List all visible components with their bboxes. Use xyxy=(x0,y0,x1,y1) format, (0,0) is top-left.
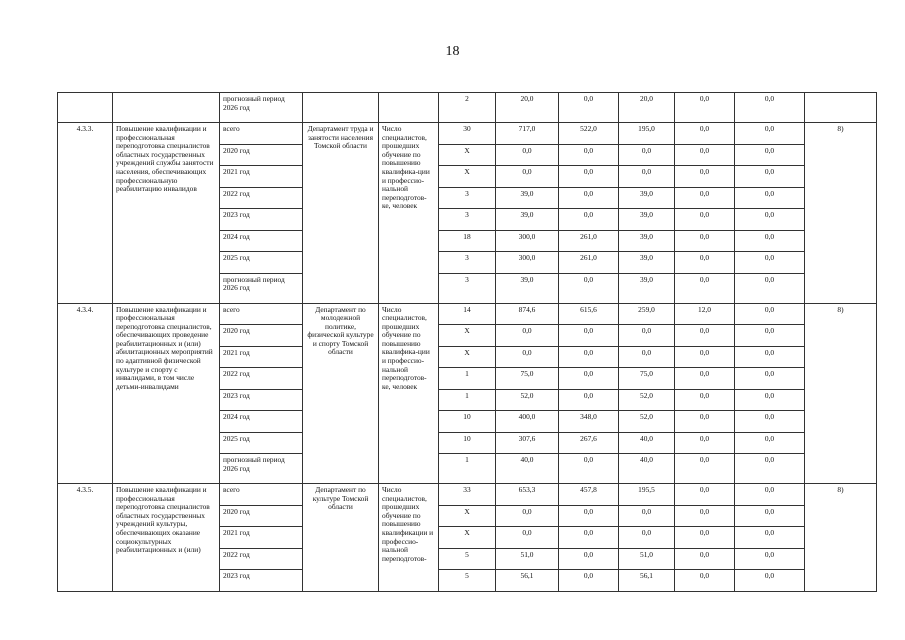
indicator-value-cell: 3 xyxy=(439,252,496,274)
note: 8) xyxy=(805,123,877,304)
indicator-value-cell: 10 xyxy=(439,411,496,433)
local-budget-cell: 0,0 xyxy=(675,389,735,411)
total-cost-cell: 0,0 xyxy=(496,144,559,166)
indicator-value-cell: 2 xyxy=(439,93,496,123)
federal-budget-cell: 0,0 xyxy=(559,570,619,592)
local-budget-cell: 0,0 xyxy=(675,411,735,433)
local-budget-cell: 0,0 xyxy=(675,166,735,188)
other-sources-cell: 0,0 xyxy=(735,230,805,252)
indicator-name: Число специалистов, прошедших обучение по повышению квалификации и профессио-нальной переподготов- xyxy=(379,484,439,592)
federal-budget-cell: 457,8 xyxy=(559,484,619,506)
regional-budget-cell: 56,1 xyxy=(619,570,675,592)
total-cost-cell: 653,3 xyxy=(496,484,559,506)
other-sources-cell: 0,0 xyxy=(735,93,805,123)
indicator-value-cell: Х xyxy=(439,527,496,549)
period-cell: 2023 год xyxy=(220,209,303,231)
total-cost-cell: 39,0 xyxy=(496,187,559,209)
local-budget-cell: 12,0 xyxy=(675,303,735,325)
indicator-value-cell: Х xyxy=(439,346,496,368)
local-budget-cell: 0,0 xyxy=(675,484,735,506)
federal-budget-cell: 0,0 xyxy=(559,505,619,527)
other-sources-cell: 0,0 xyxy=(735,303,805,325)
indicator-name: Число специалистов, прошедших обучение по повышению квалифика-ции и профессио-нальной переподготов-ке, человек xyxy=(379,303,439,484)
total-cost-cell: 717,0 xyxy=(496,123,559,145)
other-sources-cell: 0,0 xyxy=(735,144,805,166)
regional-budget-cell: 39,0 xyxy=(619,230,675,252)
regional-budget-cell: 75,0 xyxy=(619,368,675,390)
regional-budget-cell: 52,0 xyxy=(619,389,675,411)
total-cost-cell: 40,0 xyxy=(496,454,559,484)
period-cell: 2020 год xyxy=(220,505,303,527)
indicator-value-cell: 5 xyxy=(439,570,496,592)
indicator-value-cell: 1 xyxy=(439,389,496,411)
period-cell: 2021 год xyxy=(220,166,303,188)
total-cost-cell: 874,6 xyxy=(496,303,559,325)
regional-budget-cell: 0,0 xyxy=(619,346,675,368)
local-budget-cell: 0,0 xyxy=(675,368,735,390)
indicator-value-cell: 3 xyxy=(439,209,496,231)
local-budget-cell: 0,0 xyxy=(675,187,735,209)
regional-budget-cell: 51,0 xyxy=(619,548,675,570)
regional-budget-cell: 0,0 xyxy=(619,527,675,549)
period-cell: 2025 год xyxy=(220,432,303,454)
local-budget-cell: 0,0 xyxy=(675,432,735,454)
other-sources-cell: 0,0 xyxy=(735,346,805,368)
federal-budget-cell: 261,0 xyxy=(559,252,619,274)
period-cell: прогнозный период 2026 год xyxy=(220,273,303,303)
program-table xyxy=(57,92,877,592)
regional-budget-cell: 0,0 xyxy=(619,505,675,527)
local-budget-cell: 0,0 xyxy=(675,93,735,123)
federal-budget-cell: 0,0 xyxy=(559,209,619,231)
other-sources-cell: 0,0 xyxy=(735,411,805,433)
federal-budget-cell: 0,0 xyxy=(559,548,619,570)
local-budget-cell: 0,0 xyxy=(675,209,735,231)
regional-budget-cell: 40,0 xyxy=(619,432,675,454)
total-cost-cell: 307,6 xyxy=(496,432,559,454)
indicator-value-cell: 5 xyxy=(439,548,496,570)
indicator-value-cell: 1 xyxy=(439,368,496,390)
other-sources-cell: 0,0 xyxy=(735,527,805,549)
other-sources-cell: 0,0 xyxy=(735,548,805,570)
local-budget-cell: 0,0 xyxy=(675,144,735,166)
period-cell: 2021 год xyxy=(220,346,303,368)
federal-budget-cell: 0,0 xyxy=(559,368,619,390)
total-cost-cell: 0,0 xyxy=(496,527,559,549)
indicator-value-cell: 10 xyxy=(439,432,496,454)
federal-budget-cell: 0,0 xyxy=(559,144,619,166)
federal-budget-cell: 0,0 xyxy=(559,527,619,549)
indicator-value-cell: 3 xyxy=(439,273,496,303)
period-cell: прогнозный период 2026 год xyxy=(220,93,303,123)
indicator-cell xyxy=(379,93,439,123)
total-cost-cell: 39,0 xyxy=(496,209,559,231)
local-budget-cell: 0,0 xyxy=(675,123,735,145)
indicator-value-cell: 3 xyxy=(439,187,496,209)
local-budget-cell: 0,0 xyxy=(675,548,735,570)
indicator-value-cell: Х xyxy=(439,166,496,188)
other-sources-cell: 0,0 xyxy=(735,325,805,347)
other-sources-cell: 0,0 xyxy=(735,123,805,145)
other-sources-cell: 0,0 xyxy=(735,505,805,527)
total-cost-cell: 0,0 xyxy=(496,346,559,368)
local-budget-cell: 0,0 xyxy=(675,230,735,252)
total-cost-cell: 51,0 xyxy=(496,548,559,570)
local-budget-cell: 0,0 xyxy=(675,505,735,527)
total-cost-cell: 300,0 xyxy=(496,252,559,274)
regional-budget-cell: 39,0 xyxy=(619,187,675,209)
other-sources-cell: 0,0 xyxy=(735,252,805,274)
federal-budget-cell: 0,0 xyxy=(559,273,619,303)
federal-budget-cell: 267,6 xyxy=(559,432,619,454)
regional-budget-cell: 40,0 xyxy=(619,454,675,484)
regional-budget-cell: 259,0 xyxy=(619,303,675,325)
period-cell: всего xyxy=(220,123,303,145)
other-sources-cell: 0,0 xyxy=(735,570,805,592)
period-cell: 2020 год xyxy=(220,325,303,347)
total-cost-cell: 56,1 xyxy=(496,570,559,592)
federal-budget-cell: 522,0 xyxy=(559,123,619,145)
local-budget-cell: 0,0 xyxy=(675,454,735,484)
regional-budget-cell: 195,5 xyxy=(619,484,675,506)
total-cost-cell: 400,0 xyxy=(496,411,559,433)
table-row xyxy=(58,93,877,123)
code-cell xyxy=(58,93,113,123)
period-cell: 2024 год xyxy=(220,411,303,433)
indicator-value-cell: 1 xyxy=(439,454,496,484)
federal-budget-cell: 0,0 xyxy=(559,389,619,411)
federal-budget-cell: 348,0 xyxy=(559,411,619,433)
total-cost-cell: 0,0 xyxy=(496,505,559,527)
local-budget-cell: 0,0 xyxy=(675,346,735,368)
item-name: Повышение квалификации и профессиональная переподготовка специалистов областных государственных учреждений культуры, обеспечивающих оказание социокультурных реабилитационных и (или) xyxy=(113,484,220,592)
indicator-value-cell: Х xyxy=(439,144,496,166)
indicator-value-cell: 30 xyxy=(439,123,496,145)
other-sources-cell: 0,0 xyxy=(735,484,805,506)
regional-budget-cell: 0,0 xyxy=(619,166,675,188)
total-cost-cell: 0,0 xyxy=(496,325,559,347)
item-code: 4.3.3. xyxy=(58,123,113,304)
table-row xyxy=(58,123,877,145)
indicator-name: Число специалистов, прошедших обучение по повышению квалифика-ции и профессио-нальной переподготов-ке, человек xyxy=(379,123,439,304)
local-budget-cell: 0,0 xyxy=(675,273,735,303)
executor: Департамент труда и занятости населения Томской области xyxy=(303,123,379,304)
note: 8) xyxy=(805,484,877,592)
total-cost-cell: 75,0 xyxy=(496,368,559,390)
item-code: 4.3.5. xyxy=(58,484,113,592)
indicator-value-cell: Х xyxy=(439,325,496,347)
regional-budget-cell: 195,0 xyxy=(619,123,675,145)
period-cell: 2024 год xyxy=(220,230,303,252)
period-cell: 2022 год xyxy=(220,548,303,570)
federal-budget-cell: 0,0 xyxy=(559,187,619,209)
indicator-value-cell: 18 xyxy=(439,230,496,252)
period-cell: всего xyxy=(220,303,303,325)
total-cost-cell: 20,0 xyxy=(496,93,559,123)
indicator-value-cell: 33 xyxy=(439,484,496,506)
executor-cell xyxy=(303,93,379,123)
local-budget-cell: 0,0 xyxy=(675,325,735,347)
other-sources-cell: 0,0 xyxy=(735,273,805,303)
federal-budget-cell: 0,0 xyxy=(559,454,619,484)
table-row xyxy=(58,303,877,325)
local-budget-cell: 0,0 xyxy=(675,527,735,549)
federal-budget-cell: 615,6 xyxy=(559,303,619,325)
indicator-value-cell: Х xyxy=(439,505,496,527)
period-cell: 2020 год xyxy=(220,144,303,166)
period-cell: 2025 год xyxy=(220,252,303,274)
regional-budget-cell: 0,0 xyxy=(619,325,675,347)
federal-budget-cell: 261,0 xyxy=(559,230,619,252)
regional-budget-cell: 52,0 xyxy=(619,411,675,433)
federal-budget-cell: 0,0 xyxy=(559,166,619,188)
other-sources-cell: 0,0 xyxy=(735,368,805,390)
executor: Департамент по культуре Томской области xyxy=(303,484,379,592)
total-cost-cell: 39,0 xyxy=(496,273,559,303)
item-code: 4.3.4. xyxy=(58,303,113,484)
executor: Департамент по молодежной политике, физической культуре и спорту Томской области xyxy=(303,303,379,484)
period-cell: 2022 год xyxy=(220,368,303,390)
item-name: Повышение квалификации и профессиональная переподготовка специалистов областных государственных учреждений службы занятости населения, обеспечивающих профессиональную реабилитацию инвалидов xyxy=(113,123,220,304)
period-cell: всего xyxy=(220,484,303,506)
other-sources-cell: 0,0 xyxy=(735,187,805,209)
local-budget-cell: 0,0 xyxy=(675,252,735,274)
table-row xyxy=(58,484,877,506)
total-cost-cell: 52,0 xyxy=(496,389,559,411)
regional-budget-cell: 0,0 xyxy=(619,144,675,166)
note-cell xyxy=(805,93,877,123)
local-budget-cell: 0,0 xyxy=(675,570,735,592)
page-number: 18 xyxy=(445,44,460,59)
indicator-value-cell: 14 xyxy=(439,303,496,325)
other-sources-cell: 0,0 xyxy=(735,209,805,231)
federal-budget-cell: 0,0 xyxy=(559,346,619,368)
regional-budget-cell: 39,0 xyxy=(619,273,675,303)
period-cell: прогнозный период 2026 год xyxy=(220,454,303,484)
period-cell: 2023 год xyxy=(220,389,303,411)
item-name: Повышение квалификации и профессиональная переподготовка специалистов, обеспечивающих проведение реабилитационных и (или) абилитационных мероприятий по адаптивной физической культуре и спорту с инвалидами, в том числе детьми-инвалидами xyxy=(113,303,220,484)
regional-budget-cell: 39,0 xyxy=(619,209,675,231)
name-cell xyxy=(113,93,220,123)
total-cost-cell: 0,0 xyxy=(496,166,559,188)
regional-budget-cell: 39,0 xyxy=(619,252,675,274)
regional-budget-cell: 20,0 xyxy=(619,93,675,123)
other-sources-cell: 0,0 xyxy=(735,166,805,188)
other-sources-cell: 0,0 xyxy=(735,432,805,454)
other-sources-cell: 0,0 xyxy=(735,389,805,411)
federal-budget-cell: 0,0 xyxy=(559,325,619,347)
period-cell: 2023 год xyxy=(220,570,303,592)
note: 8) xyxy=(805,303,877,484)
other-sources-cell: 0,0 xyxy=(735,454,805,484)
period-cell: 2021 год xyxy=(220,527,303,549)
federal-budget-cell: 0,0 xyxy=(559,93,619,123)
period-cell: 2022 год xyxy=(220,187,303,209)
total-cost-cell: 300,0 xyxy=(496,230,559,252)
